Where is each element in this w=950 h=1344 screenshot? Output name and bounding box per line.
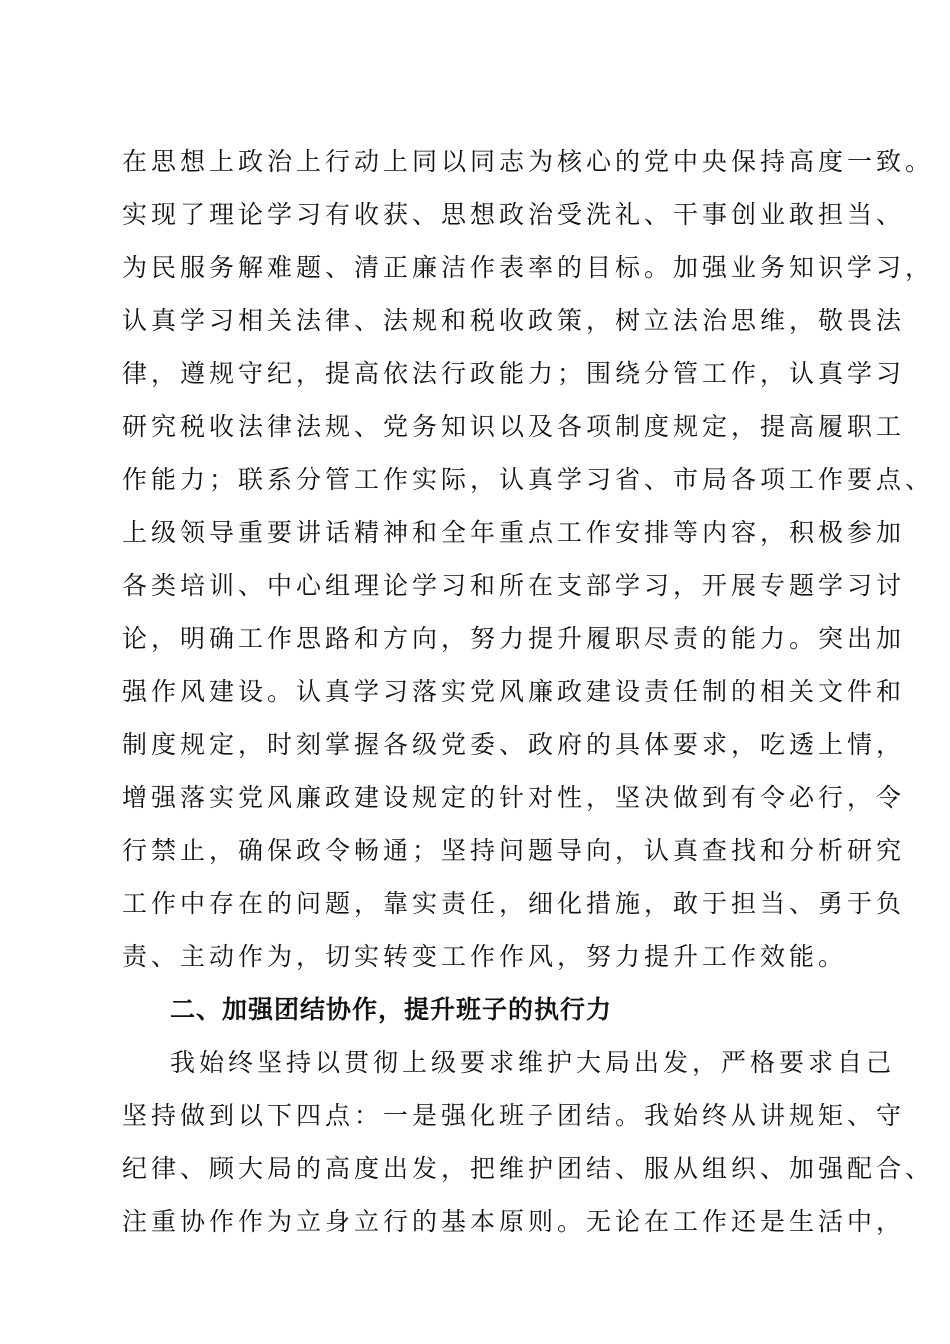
section-heading: 二、加强团结协作，提升班子的执行力 xyxy=(170,995,613,1024)
body-text-line: 我始终坚持以贯彻上级要求维护大局出发，严格要求自己 xyxy=(170,1048,896,1077)
body-text-line: 注重协作作为立身立行的基本原则。无论在工作还是生活中， xyxy=(122,1207,906,1236)
body-text-line: 认真学习相关法律、法规和税收政策，树立法治思维，敬畏法 xyxy=(122,306,906,335)
body-text-line: 实现了理论学习有收获、思想政治受洗礼、干事创业敢担当、 xyxy=(122,200,906,229)
body-text-line: 坚持做到以下四点：一是强化班子团结。我始终从讲规矩、守 xyxy=(122,1101,906,1130)
body-text-line: 纪律、顾大局的高度出发，把维护团结、服从组织、加强配合、 xyxy=(122,1154,935,1183)
body-text-line: 上级领导重要讲话精神和全年重点工作安排等内容，积极参加 xyxy=(122,518,906,547)
body-text-line: 责、主动作为，切实转变工作作风，努力提升工作效能。 xyxy=(122,942,848,971)
body-text-line: 强作风建设。认真学习落实党风廉政建设责任制的相关文件和 xyxy=(122,677,906,706)
body-text-line: 论，明确工作思路和方向，努力提升履职尽责的能力。突出加 xyxy=(122,624,906,653)
body-text-line: 律，遵规守纪，提高依法行政能力；围绕分管工作，认真学习 xyxy=(122,359,906,388)
body-text-line: 增强落实党风廉政建设规定的针对性，坚决做到有令必行，令 xyxy=(122,783,906,812)
body-text-line: 在思想上政治上行动上同以同志为核心的党中央保持高度一致。 xyxy=(122,147,935,176)
body-text-line: 为民服务解难题、清正廉洁作表率的目标。加强业务知识学习， xyxy=(122,253,935,282)
body-text-line: 作能力；联系分管工作实际，认真学习省、市局各项工作要点、 xyxy=(122,465,935,494)
body-text-line: 研究税收法律法规、党务知识以及各项制度规定，提高履职工 xyxy=(122,412,906,441)
body-text-line: 工作中存在的问题，靠实责任，细化措施，敢于担当、勇于负 xyxy=(122,889,906,918)
body-text-line: 制度规定，时刻掌握各级党委、政府的具体要求，吃透上情， xyxy=(122,730,906,759)
body-text-line: 行禁止，确保政令畅通；坚持问题导向，认真查找和分析研究 xyxy=(122,836,906,865)
body-text-line: 各类培训、中心组理论学习和所在支部学习，开展专题学习讨 xyxy=(122,571,906,600)
